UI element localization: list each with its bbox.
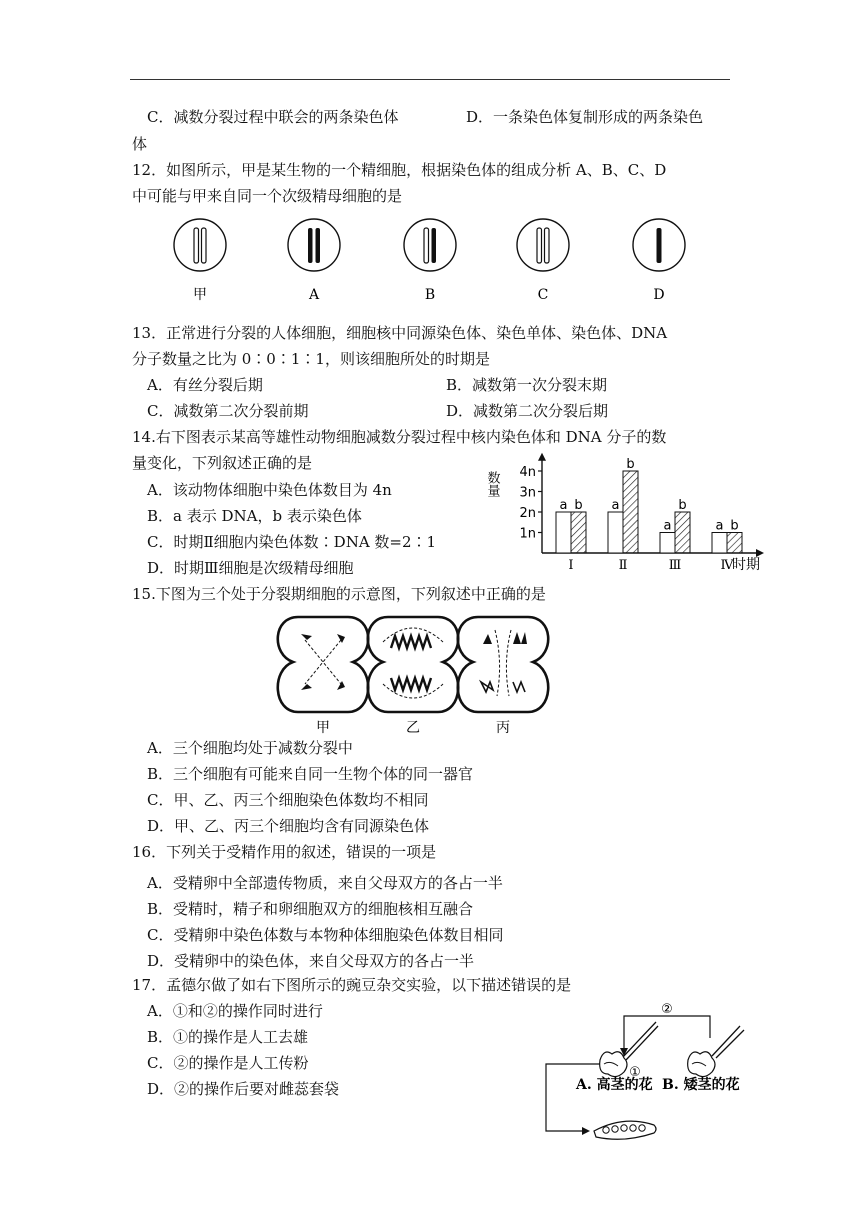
cell-a — [288, 219, 340, 271]
q14-stem-line1: 14.右下图表示某高等雄性动物细胞减数分裂过程中核内染色体和 DNA 分子的数 — [132, 428, 667, 446]
q14-option-b: B．a 表示 DNA，b 表示染色体 — [147, 507, 362, 525]
x-tick-label: Ⅳ — [720, 558, 734, 573]
q13-option-b: B．减数第一次分裂末期 — [446, 376, 608, 394]
cell-d — [633, 219, 685, 271]
q14-option-a: A．该动物体细胞中染色体数目为 4n — [147, 481, 392, 499]
q14-bar-chart — [484, 455, 780, 575]
label-c: C — [537, 287, 549, 303]
q15-cell-figures — [268, 612, 558, 738]
label-bing-15: 丙 — [496, 720, 510, 736]
bar-b — [571, 512, 586, 553]
q17-option-b: B．①的操作是人工去雄 — [147, 1028, 309, 1046]
bar-label-b: b — [626, 457, 635, 472]
q15-option-c: C．甲、乙、丙三个细胞染色体数均不相同 — [147, 791, 429, 809]
q16-stem: 16．下列关于受精作用的叙述，错误的一项是 — [132, 843, 437, 861]
bar-label-b: b — [730, 518, 739, 534]
q16-option-a: A．受精卵中全部遗传物质，来自父母双方的各占一半 — [147, 874, 503, 892]
pea-pod — [594, 1121, 656, 1139]
label-a: A — [308, 287, 320, 303]
q16-option-d: D．受精卵中的染色体，来自父母双方的各占一半 — [147, 952, 475, 970]
y-axis-arrow — [538, 453, 546, 461]
x-tick-label: Ⅲ — [668, 558, 682, 573]
q15-stem: 15.下图为三个处于分裂期细胞的示意图，下列叙述中正确的是 — [132, 585, 546, 603]
q14-option-d: D．时期Ⅲ细胞是次级精母细胞 — [147, 559, 354, 577]
y-tick-label: 4n — [519, 465, 536, 480]
flower-b — [688, 1052, 715, 1077]
fig-label-b: B. 矮茎的花 — [662, 1077, 740, 1093]
q13-option-d: D．减数第二次分裂后期 — [446, 402, 609, 420]
label-d: D — [653, 287, 665, 303]
cell-jia — [174, 219, 226, 271]
bar-a — [660, 533, 675, 554]
bar-label-a: a — [559, 498, 568, 513]
q13-option-c: C．减数第二次分裂前期 — [147, 402, 309, 420]
cell-c — [517, 219, 569, 271]
q13-option-a: A．有丝分裂后期 — [147, 376, 263, 394]
x-tick-label: Ⅱ — [618, 558, 628, 573]
q13-stem-line2: 分子数量之比为 0∶0∶1∶1，则该细胞所处的时期是 — [132, 350, 490, 368]
q17-option-a: A．①和②的操作同时进行 — [147, 1002, 323, 1020]
q11-option-d-cont: 体 — [132, 135, 148, 153]
label-b: B — [424, 287, 436, 303]
q17-stem: 17．孟德尔做了如右下图所示的豌豆杂交实验，以下描述错误的是 — [132, 976, 572, 994]
q12-stem-line1: 12．如图所示，甲是某生物的一个精细胞，根据染色体的组成分析 A、B、C、D — [132, 161, 667, 179]
bar-label-a: a — [663, 518, 672, 534]
bar-label-a: a — [611, 498, 620, 513]
bar-label-a: a — [715, 518, 724, 534]
bar-b — [727, 533, 742, 554]
bar-label-b: b — [678, 498, 687, 513]
y-axis-label: 数量 — [484, 471, 500, 497]
cell-b — [404, 219, 456, 271]
header-rule — [130, 79, 730, 80]
y-tick-label: 1n — [519, 526, 536, 542]
q11-option-c: C．减数分裂过程中联会的两条染色体 — [147, 108, 399, 126]
label-yi-15: 乙 — [406, 720, 420, 736]
bar-b — [623, 471, 638, 553]
q16-option-c: C．受精卵中染色体数与本物种体细胞染色体数目相同 — [147, 926, 504, 944]
q15-option-a: A．三个细胞均处于减数分裂中 — [147, 739, 353, 757]
cell-jia-15 — [278, 617, 368, 712]
q12-cell-figures — [160, 215, 700, 310]
x-tick-label: Ⅰ — [568, 558, 574, 573]
bar-label-b: b — [574, 498, 583, 513]
cell-yi-15 — [368, 617, 458, 712]
fig-label-a: A. 高茎的花 — [576, 1077, 653, 1093]
mark-1: ① — [629, 1065, 641, 1080]
label-jia-15: 甲 — [316, 720, 330, 736]
bar-a — [608, 512, 623, 553]
q15-option-b: B．三个细胞有可能来自同一生物个体的同一器官 — [147, 765, 474, 783]
bar-a — [556, 512, 571, 553]
q12-stem-line2: 中可能与甲来自同一个次级精母细胞的是 — [132, 187, 403, 205]
label-jia: 甲 — [193, 287, 207, 303]
q11-option-d: D．一条染色体复制形成的两条染色 — [466, 108, 704, 126]
q15-option-d: D．甲、乙、丙三个细胞均含有同源染色体 — [147, 817, 430, 835]
q14-stem-line2: 量变化，下列叙述正确的是 — [132, 454, 313, 472]
q17-option-c: C．②的操作是人工传粉 — [147, 1054, 309, 1072]
q16-option-b: B．受精时，精子和卵细胞双方的细胞核相互融合 — [147, 900, 474, 918]
bar-b — [675, 512, 690, 553]
q13-stem-line1: 13．正常进行分裂的人体细胞，细胞核中同源染色体、染色单体、染色体、DNA — [132, 324, 668, 342]
y-tick-label: 2n — [519, 506, 536, 521]
x-axis-arrow — [756, 549, 764, 557]
cell-bing-15 — [458, 617, 548, 712]
bar-a — [712, 533, 727, 554]
flower-a — [600, 1052, 627, 1077]
x-axis-label: 时期 — [732, 557, 760, 573]
y-tick-label: 3n — [519, 485, 536, 501]
q17-option-d: D．②的操作后要对雌蕊套袋 — [147, 1080, 340, 1098]
mark-2: ② — [661, 1002, 673, 1017]
q14-option-c: C．时期Ⅱ细胞内染色体数∶DNA 数=2∶1 — [147, 533, 437, 551]
q17-pea-cross-figure — [540, 998, 750, 1146]
